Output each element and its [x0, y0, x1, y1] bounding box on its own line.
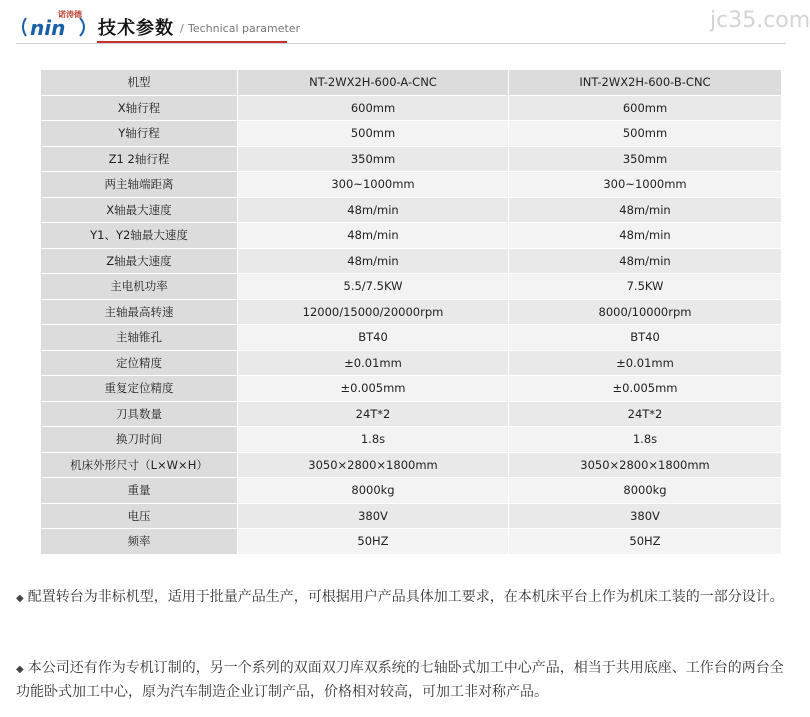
- cell-value: 24T*2: [509, 401, 782, 427]
- row-label: 电压: [41, 503, 238, 529]
- row-label: 定位精度: [41, 350, 238, 376]
- cell-value: 5.5/7.5KW: [238, 274, 509, 300]
- cell-value: 8000/10000rpm: [509, 299, 782, 325]
- cell-value: ±0.01mm: [238, 350, 509, 376]
- cell-value: 500mm: [509, 121, 782, 147]
- cell-value: 350mm: [238, 146, 509, 172]
- row-label: Z1 2轴行程: [41, 146, 238, 172]
- row-label: X轴最大速度: [41, 197, 238, 223]
- cell-value: 380V: [509, 503, 782, 529]
- note-paragraph: [16, 657, 790, 704]
- cell-value: 600mm: [238, 95, 509, 121]
- table-row: [41, 121, 782, 147]
- table-row: [41, 248, 782, 274]
- cell-value: 300~1000mm: [238, 172, 509, 198]
- row-label: 重量: [41, 478, 238, 504]
- table-row: [41, 401, 782, 427]
- cell-value: 350mm: [509, 146, 782, 172]
- cell-value: 300~1000mm: [509, 172, 782, 198]
- row-label: Y轴行程: [41, 121, 238, 147]
- cell-value: 3050×2800×1800mm: [509, 452, 782, 478]
- cell-value: ±0.005mm: [509, 376, 782, 402]
- table-row: [41, 325, 782, 351]
- diamond-bullet-icon: ◆: [16, 664, 24, 675]
- diamond-bullet-icon: ◆: [16, 593, 24, 604]
- row-label: Z轴最大速度: [41, 248, 238, 274]
- table-row: [41, 350, 782, 376]
- cell-value: 3050×2800×1800mm: [238, 452, 509, 478]
- table-row: [41, 299, 782, 325]
- cell-value: 48m/min: [509, 197, 782, 223]
- row-label: 两主轴端距离: [41, 172, 238, 198]
- cell-value: 1.8s: [509, 427, 782, 453]
- table-row: [41, 478, 782, 504]
- note-paragraph: [16, 586, 790, 610]
- header-divider: [16, 43, 786, 44]
- cell-value: 24T*2: [238, 401, 509, 427]
- cell-value: ±0.01mm: [509, 350, 782, 376]
- row-label: 重复定位精度: [41, 376, 238, 402]
- table-row: [41, 274, 782, 300]
- row-label: 主轴锥孔: [41, 325, 238, 351]
- cell-value: 1.8s: [238, 427, 509, 453]
- svg-text:nin: nin: [30, 16, 66, 40]
- cell-value: 48m/min: [238, 248, 509, 274]
- table-header-row: [41, 70, 782, 96]
- row-label: Y1、Y2轴最大速度: [41, 223, 238, 249]
- section-header: [0, 0, 810, 44]
- table-row: [41, 95, 782, 121]
- section-title-english: Technical parameter: [188, 22, 301, 35]
- spec-table: [40, 69, 782, 555]
- title-separator: /: [180, 22, 184, 35]
- cell-value: 8000kg: [509, 478, 782, 504]
- cell-value: 48m/min: [509, 223, 782, 249]
- row-label: X轴行程: [41, 95, 238, 121]
- table-row: [41, 452, 782, 478]
- column-header: NT-2WX2H-600-A-CNC: [238, 70, 509, 96]
- cell-value: 48m/min: [238, 197, 509, 223]
- cell-value: BT40: [238, 325, 509, 351]
- row-label: 主电机功率: [41, 274, 238, 300]
- watermark: jc35.com: [710, 8, 810, 33]
- cell-value: 48m/min: [238, 223, 509, 249]
- row-label: 换刀时间: [41, 427, 238, 453]
- brand-name-small: 诺涛德: [58, 10, 82, 19]
- note-text: 配置转台为非标机型，适用于批量产品生产，可根据用户产品具体加工要求，在本机床平台上作为机床工装的一部分设计。: [27, 589, 784, 605]
- cell-value: 12000/15000/20000rpm: [238, 299, 509, 325]
- cell-value: 50HZ: [238, 529, 509, 555]
- row-label: 刀具数量: [41, 401, 238, 427]
- cell-value: 50HZ: [509, 529, 782, 555]
- cell-value: BT40: [509, 325, 782, 351]
- table-row: [41, 223, 782, 249]
- note-text: 本公司还有作为专机订制的，另一个系列的双面双刀库双系统的七轴卧式加工中心产品，相当于共用底座、工作台的两台全功能卧式加工中心，原为汽车制造企业订制产品，价格相对较高，可加工非对称产品。: [16, 660, 784, 700]
- table-row: [41, 503, 782, 529]
- table-row: [41, 376, 782, 402]
- row-label: 机床外形尺寸（L×W×H）: [41, 452, 238, 478]
- table-row: [41, 427, 782, 453]
- row-label: 主轴最高转速: [41, 299, 238, 325]
- cell-value: 500mm: [238, 121, 509, 147]
- cell-value: 8000kg: [238, 478, 509, 504]
- table-row: [41, 146, 782, 172]
- table-row: [41, 197, 782, 223]
- cell-value: ±0.005mm: [238, 376, 509, 402]
- cell-value: 600mm: [509, 95, 782, 121]
- column-header: INT-2WX2H-600-B-CNC: [509, 70, 782, 96]
- column-header: 机型: [41, 70, 238, 96]
- row-label: 频率: [41, 529, 238, 555]
- section-title: 技术参数: [98, 18, 174, 39]
- cell-value: 48m/min: [509, 248, 782, 274]
- table-row: [41, 529, 782, 555]
- cell-value: 7.5KW: [509, 274, 782, 300]
- table-row: [41, 172, 782, 198]
- cell-value: 380V: [238, 503, 509, 529]
